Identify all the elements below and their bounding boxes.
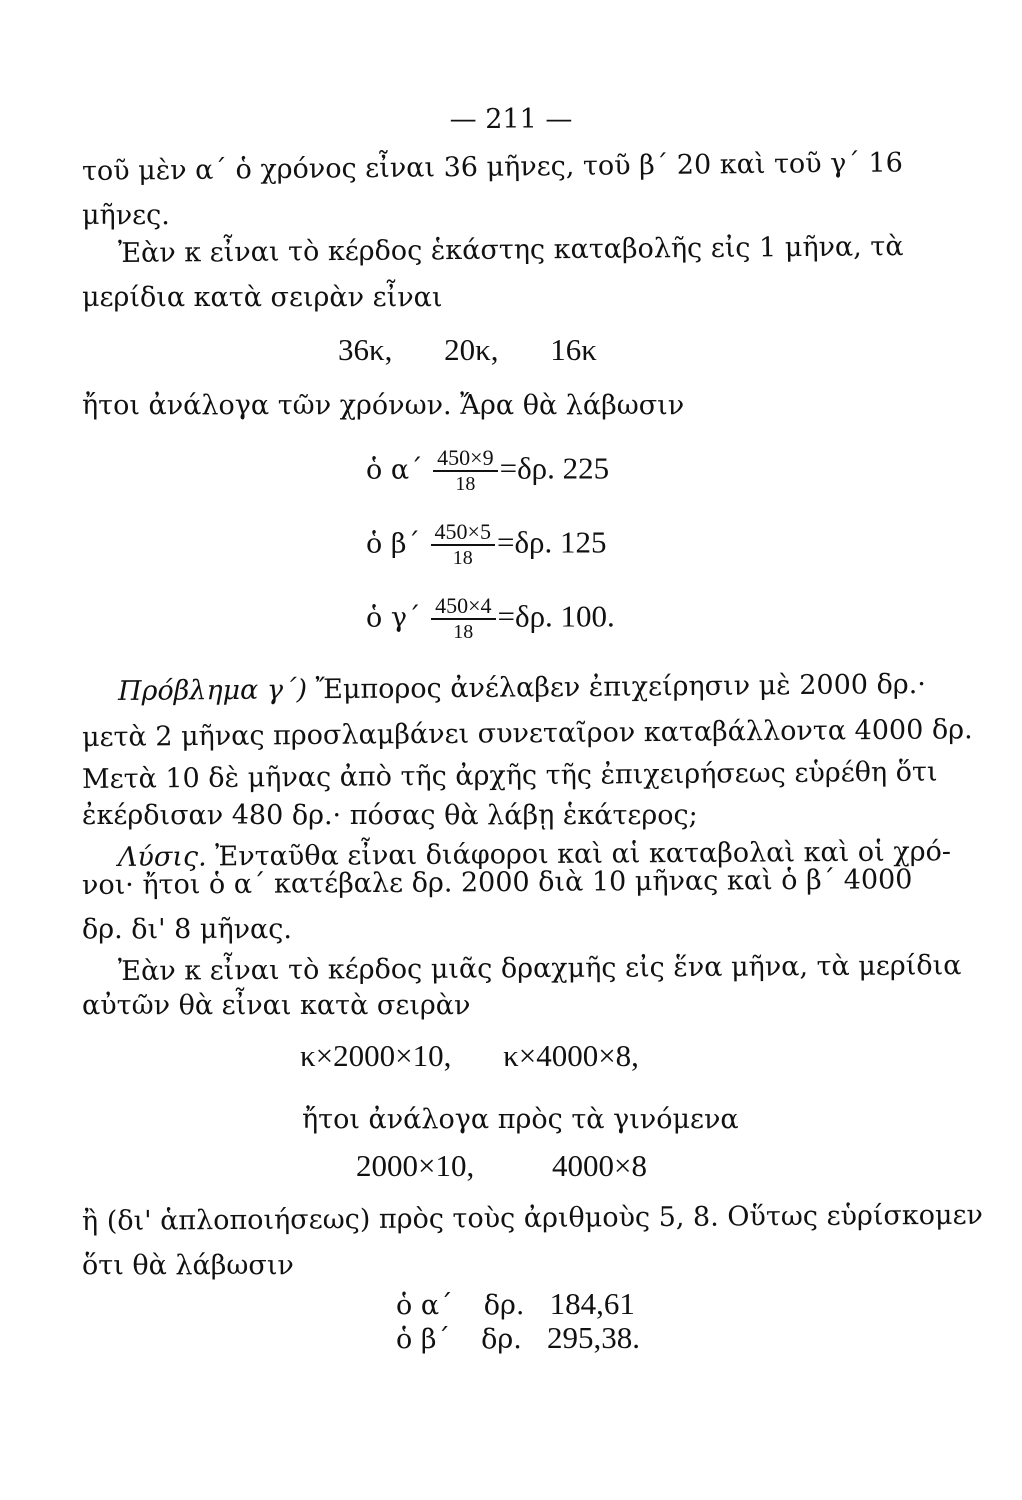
calc-result: =δρ. 100. [497, 598, 615, 634]
share-a: 36κ, [338, 332, 393, 367]
denominator: 18 [452, 547, 473, 569]
text-line: ἐκέρδισαν 480 δρ.· πόσας θὰ λάβῃ ἑκάτερος; [82, 800, 698, 831]
final-row [396, 1288, 635, 1322]
product-b: κ×4000×8, [503, 1038, 639, 1073]
numerator: 450×4 [431, 594, 495, 620]
calc-label: ὁ β΄ [366, 528, 420, 560]
fraction [431, 594, 495, 644]
text-line: Μετὰ 10 δὲ μῆνας ἀπὸ τῆς ἀρχῆς τῆς ἐπιχειρήσεως εὑρέθη ὅτι [81, 756, 938, 795]
share-c: 16κ [550, 332, 597, 367]
final-unit: δρ. [483, 1290, 525, 1321]
text-line: μερίδια κατὰ σειρὰν εἶναι [82, 282, 443, 313]
solution-text: Ἐνταῦθα εἶναι διάφοροι καὶ αἱ καταβολαὶ καὶ οἱ χρό- [215, 836, 951, 873]
denominator: 18 [453, 621, 474, 643]
text-line [118, 669, 926, 708]
text-line: νοι· ἤτοι ὁ α΄ κατέβαλε δρ. 2000 διὰ 10 μῆνας καὶ ὁ β΄ 4000 [81, 864, 913, 901]
text-line: μετὰ 2 μῆνας προσλαμβάνει συνεταῖρον καταβάλλοντα 4000 δρ. [81, 714, 973, 753]
numerator: 450×9 [433, 446, 497, 472]
calc-result: =δρ. 225 [499, 450, 610, 486]
numerator: 450×5 [431, 520, 495, 546]
denominator: 18 [455, 473, 476, 495]
calc-row [366, 520, 607, 570]
share-b: 20κ, [444, 332, 499, 367]
calc-row [366, 594, 615, 644]
page-number: — 211 — [449, 104, 573, 135]
final-unit: δρ. [481, 1324, 522, 1355]
text-line: ἤτοι ἀνάλογα πρὸς τὰ γινόμενα [302, 1104, 739, 1135]
final-value: 184,61 [549, 1286, 635, 1321]
problem-heading: Πρόβλημα γ΄) [117, 674, 308, 707]
problem-text: Ἔμπορος ἀνέλαβεν ἐπιχείρησιν μὲ 2000 δρ.· [315, 668, 927, 706]
text-line: ἤτοι ἀνάλογα τῶν χρόνων. Ἄρα θὰ λάβωσιν [82, 390, 685, 421]
calc-label: ὁ α΄ [366, 454, 423, 486]
text-line: Ἐὰν κ εἶναι τὸ κέρδος ἑκάστης καταβολῆς εἰς 1 μῆνα, τὰ [117, 231, 904, 269]
fraction [433, 446, 497, 496]
final-value: 295,38. [547, 1320, 641, 1355]
products-row [356, 1150, 647, 1182]
calc-label: ὁ γ΄ [366, 602, 421, 634]
solution-heading: Λύσις. [117, 841, 207, 873]
final-label: ὁ β΄ [396, 1324, 450, 1355]
text-line: μῆνες. [82, 200, 170, 231]
final-row [396, 1322, 640, 1356]
fraction [431, 520, 495, 570]
text-line: τοῦ μὲν α΄ ὁ χρόνος εἶναι 36 μῆνες, τοῦ β΄ 20 καὶ τοῦ γ΄ 16 [81, 147, 903, 187]
text-line: ἢ (δι' ἁπλοποιήσεως) πρὸς τοὺς ἀριθμοὺς 5, 8. Οὕτως εὑρίσκομεν [81, 1199, 984, 1237]
product-a: 2000×10, [356, 1148, 475, 1183]
product-b: 4000×8 [551, 1148, 647, 1183]
product-a: κ×2000×10, [300, 1038, 452, 1073]
calc-row [366, 446, 609, 496]
text-line: δρ. δι' 8 μῆνας. [82, 914, 292, 945]
text-line: Ἐὰν κ εἶναι τὸ κέρδος μιᾶς δραχμῆς εἰς ἕνα μῆνα, τὰ μερίδια [117, 950, 962, 987]
calc-result: =δρ. 125 [496, 524, 607, 560]
final-label: ὁ α΄ [396, 1290, 453, 1321]
text-line: αὐτῶν θὰ εἶναι κατὰ σειρὰν [82, 990, 471, 1021]
text-line: ὅτι θὰ λάβωσιν [82, 1250, 294, 1281]
shares-row [338, 334, 597, 366]
products-row [300, 1040, 639, 1072]
